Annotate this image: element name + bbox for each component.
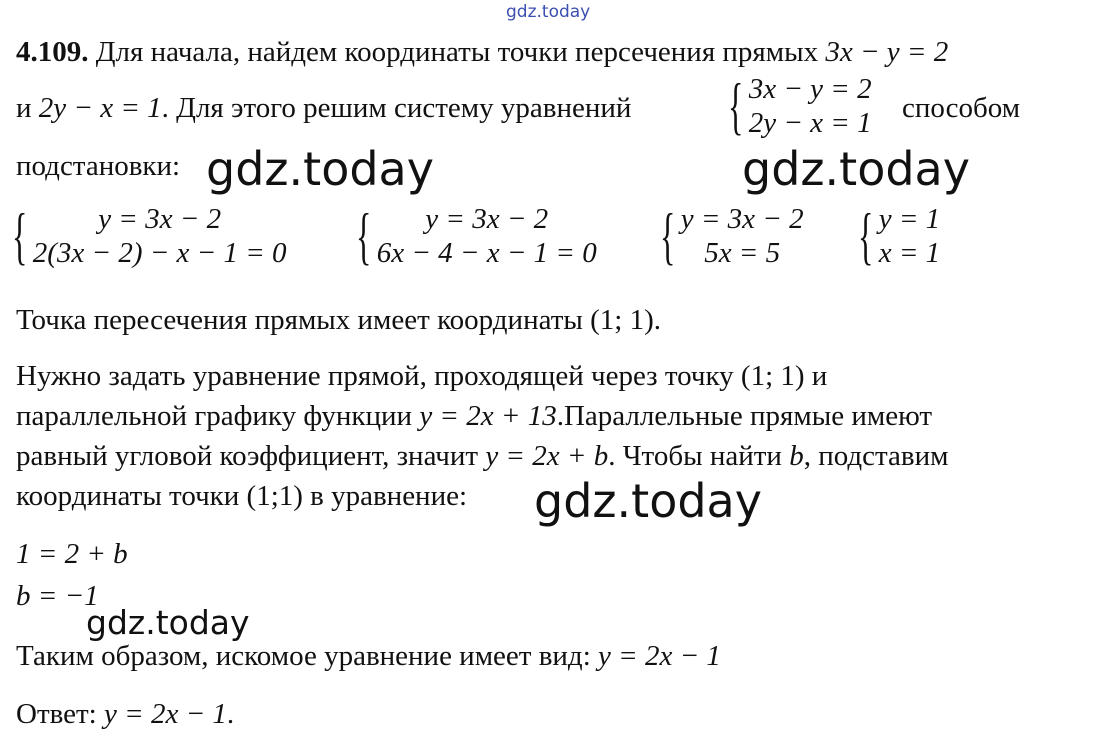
brace: { bbox=[858, 200, 874, 271]
para-line-3-var: b bbox=[789, 440, 804, 472]
system-1-eq-1: y = 3x − 2 bbox=[98, 203, 222, 235]
system-4-eq-1: y = 1 bbox=[878, 203, 941, 235]
system-1-eq-2: 2(3x − 2) − x − 1 = 0 bbox=[32, 237, 287, 269]
problem-number: 4.109. bbox=[16, 36, 89, 68]
para-line-3-b: . Чтобы найти bbox=[608, 440, 790, 472]
system-2-eq-2: 6x − 4 − x − 1 = 0 bbox=[376, 237, 597, 269]
watermark-top: gdz.today bbox=[506, 2, 591, 22]
para-line-3-a: равный угловой коэффициент, значит bbox=[16, 440, 486, 472]
para-line-2-b: .Параллельные прямые имеют bbox=[556, 400, 933, 432]
calc-line-2: b = −1 bbox=[16, 580, 99, 612]
para-line-3-c: , подставим bbox=[803, 440, 949, 472]
calc-line-1: 1 = 2 + b bbox=[16, 538, 128, 570]
answer-dot: . bbox=[226, 698, 235, 730]
line3-text: подстановки: bbox=[16, 150, 181, 182]
line2-mid: . Для этого решим систему уравнений bbox=[161, 92, 632, 124]
line2-equation: 2y − x = 1 bbox=[38, 92, 162, 124]
conclusion-text: Таким образом, искомое уравнение имеет вид: bbox=[16, 640, 598, 672]
brace: { bbox=[728, 70, 744, 141]
brace: { bbox=[660, 200, 676, 271]
line2-suffix: способом bbox=[902, 92, 1021, 124]
para-line-3 bbox=[16, 438, 948, 474]
system-4 bbox=[858, 202, 940, 270]
system-2 bbox=[356, 202, 597, 270]
watermark-2: gdz.today bbox=[742, 142, 970, 196]
system-2-eq-1: y = 3x − 2 bbox=[425, 203, 549, 235]
watermark-1: gdz.today bbox=[206, 142, 434, 196]
line2-prefix: и bbox=[16, 92, 39, 124]
para-line-1: Нужно задать уравнение прямой, проходящей через точку (1; 1) и bbox=[16, 360, 828, 392]
line1-equation: 3x − y = 2 bbox=[825, 36, 949, 68]
problem-line-2 bbox=[16, 90, 631, 126]
system-3 bbox=[660, 202, 804, 270]
answer-label: Ответ: bbox=[16, 698, 104, 730]
system-0-eq-2: 2y − x = 1 bbox=[748, 107, 872, 139]
brace: { bbox=[12, 200, 28, 271]
para-line-2-a: параллельной графику функции bbox=[16, 400, 420, 432]
system-3-eq-1: y = 3x − 2 bbox=[680, 203, 804, 235]
conclusion-line bbox=[16, 638, 721, 674]
para-line-2-eq: y = 2x + 13 bbox=[419, 400, 557, 432]
watermark-3: gdz.today bbox=[534, 474, 762, 528]
para-line-2 bbox=[16, 398, 932, 434]
brace: { bbox=[356, 200, 372, 271]
system-0 bbox=[728, 72, 872, 140]
answer-eq: y = 2x − 1 bbox=[104, 698, 227, 730]
system-0-eq-1: 3x − y = 2 bbox=[748, 73, 872, 105]
para-line-3-eq: y = 2x + b bbox=[485, 440, 609, 472]
answer-line bbox=[16, 696, 234, 732]
line1-text: Для начала, найдем координаты точки персечения прямых bbox=[88, 36, 826, 68]
conclusion-eq: y = 2x − 1 bbox=[598, 640, 721, 672]
system-1 bbox=[12, 202, 287, 270]
system-4-eq-2: x = 1 bbox=[878, 237, 941, 269]
system-3-eq-2: 5x = 5 bbox=[704, 237, 781, 269]
para-line-4: координаты точки (1;1) в уравнение: bbox=[16, 480, 468, 512]
intersection-text: Точка пересечения прямых имеет координаты (1; 1). bbox=[16, 304, 661, 336]
problem-line-1 bbox=[16, 34, 948, 70]
watermark-4: gdz.today bbox=[86, 603, 250, 642]
